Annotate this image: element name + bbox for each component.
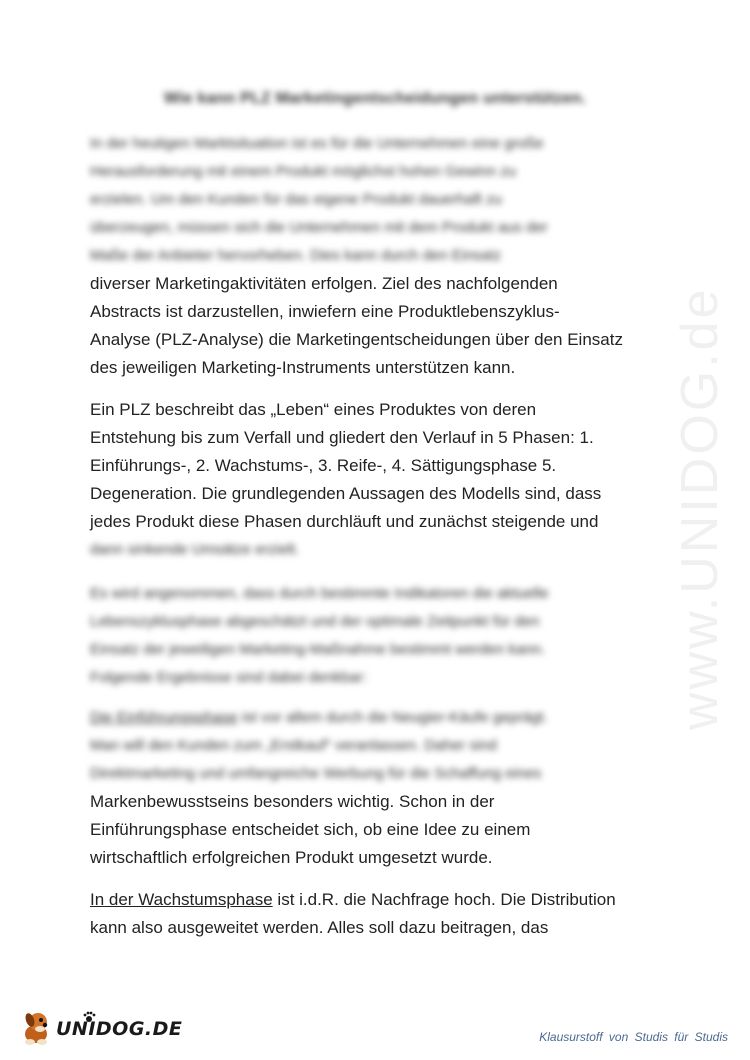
- text-line: Einführungsphase entscheidet sich, ob eine Idee zu einem: [90, 820, 531, 839]
- watermark: www.UNIDOG.de: [671, 286, 729, 730]
- paragraph-4-blurred: [90, 704, 665, 788]
- text-line: [90, 704, 665, 732]
- text-line: des jeweiligen Marketing-Instruments unterstützen kann.: [90, 358, 516, 377]
- text-line: dann sinkende Umsätze erzielt.: [90, 541, 300, 558]
- text-line: Man will den Kunden zum „Erstkauf“ veranlassen. Daher sind: [90, 737, 497, 754]
- text-line: Degeneration. Die grundlegenden Aussagen des Modells sind, dass: [90, 484, 602, 503]
- unidog-logo: [18, 1008, 183, 1048]
- paragraph-2-blurred: [90, 536, 665, 564]
- text-line: Analyse (PLZ-Analyse) die Marketingentscheidungen über den Einsatz: [90, 330, 623, 349]
- paragraph-2-clear: [90, 396, 665, 536]
- paragraph-1-clear: [90, 270, 665, 382]
- paragraph-4-clear: [90, 788, 665, 872]
- footer-tagline: Klausurstoff von Studis für Studis: [539, 1030, 728, 1044]
- text-line: überzeugen, müssen sich die Unternehmen mit dem Produkt aus der: [90, 219, 548, 236]
- logo-text: UNIDOG.DE: [56, 1018, 183, 1040]
- text-line: [90, 886, 665, 914]
- text-fragment: ist i.d.R. die Nachfrage hoch. Die Distribution: [272, 890, 616, 909]
- paragraph-1-blurred: [90, 130, 665, 270]
- text-line: In der heutigen Marktsituation ist es für die Unternehmen eine große: [90, 135, 544, 152]
- text-line: Maße der Anbieter hervorheben. Dies kann durch den Einsatz: [90, 247, 502, 264]
- page-title: Wie kann PLZ Marketingentscheidungen unterstützen.: [163, 90, 587, 107]
- text-line: Folgende Ergebnisse sind dabei denkbar:: [90, 669, 367, 686]
- text-line: jedes Produkt diese Phasen durchläuft und zunächst steigende und: [90, 512, 599, 531]
- underlined-heading: In der Wachstumsphase: [90, 890, 273, 909]
- text-line: Entstehung bis zum Verfall und gliedert den Verlauf in 5 Phasen: 1.: [90, 428, 594, 447]
- text-fragment: ist vor allem durch die Neugier-Käufe geprägt.: [237, 709, 548, 726]
- text-line: Einsatz der jeweiligen Marketing-Maßnahme bestimmt werden kann.: [90, 641, 546, 658]
- text-line: Einführungs-, 2. Wachstums-, 3. Reife-, 4. Sättigungsphase 5.: [90, 456, 557, 475]
- text-line: Markenbewusstseins besonders wichtig. Schon in der: [90, 792, 495, 811]
- text-line: Abstracts ist darzustellen, inwiefern eine Produktlebenszyklus-: [90, 302, 560, 321]
- text-line: Lebenszyklusphase abgeschätzt und der optimale Zeitpunkt für den: [90, 613, 540, 630]
- text-line: Ein PLZ beschreibt das „Leben“ eines Produktes von deren: [90, 400, 537, 419]
- text-line: wirtschaftlich erfolgreichen Produkt umgesetzt wurde.: [90, 848, 493, 867]
- text-line: Es wird angenommen, dass durch bestimmte Indikatoren die aktuelle: [90, 585, 549, 602]
- dog-mascot-icon: [18, 1008, 58, 1048]
- paragraph-3-blurred: [90, 580, 665, 692]
- text-line: kann also ausgeweitet werden. Alles soll dazu beitragen, das: [90, 918, 549, 937]
- paragraph-5-clear: [90, 886, 665, 942]
- text-line: Direktmarketing und umfangreiche Werbung für die Schaffung eines: [90, 765, 542, 782]
- text-line: erzielen. Um den Kunden für das eigene Produkt dauerhaft zu: [90, 191, 502, 208]
- underlined-heading: Die Einführungsphase: [90, 709, 238, 726]
- text-line: diverser Marketingaktivitäten erfolgen. Ziel des nachfolgenden: [90, 274, 558, 293]
- text-line: Herausforderung mit einem Produkt möglichst hohen Gewinn zu: [90, 163, 517, 180]
